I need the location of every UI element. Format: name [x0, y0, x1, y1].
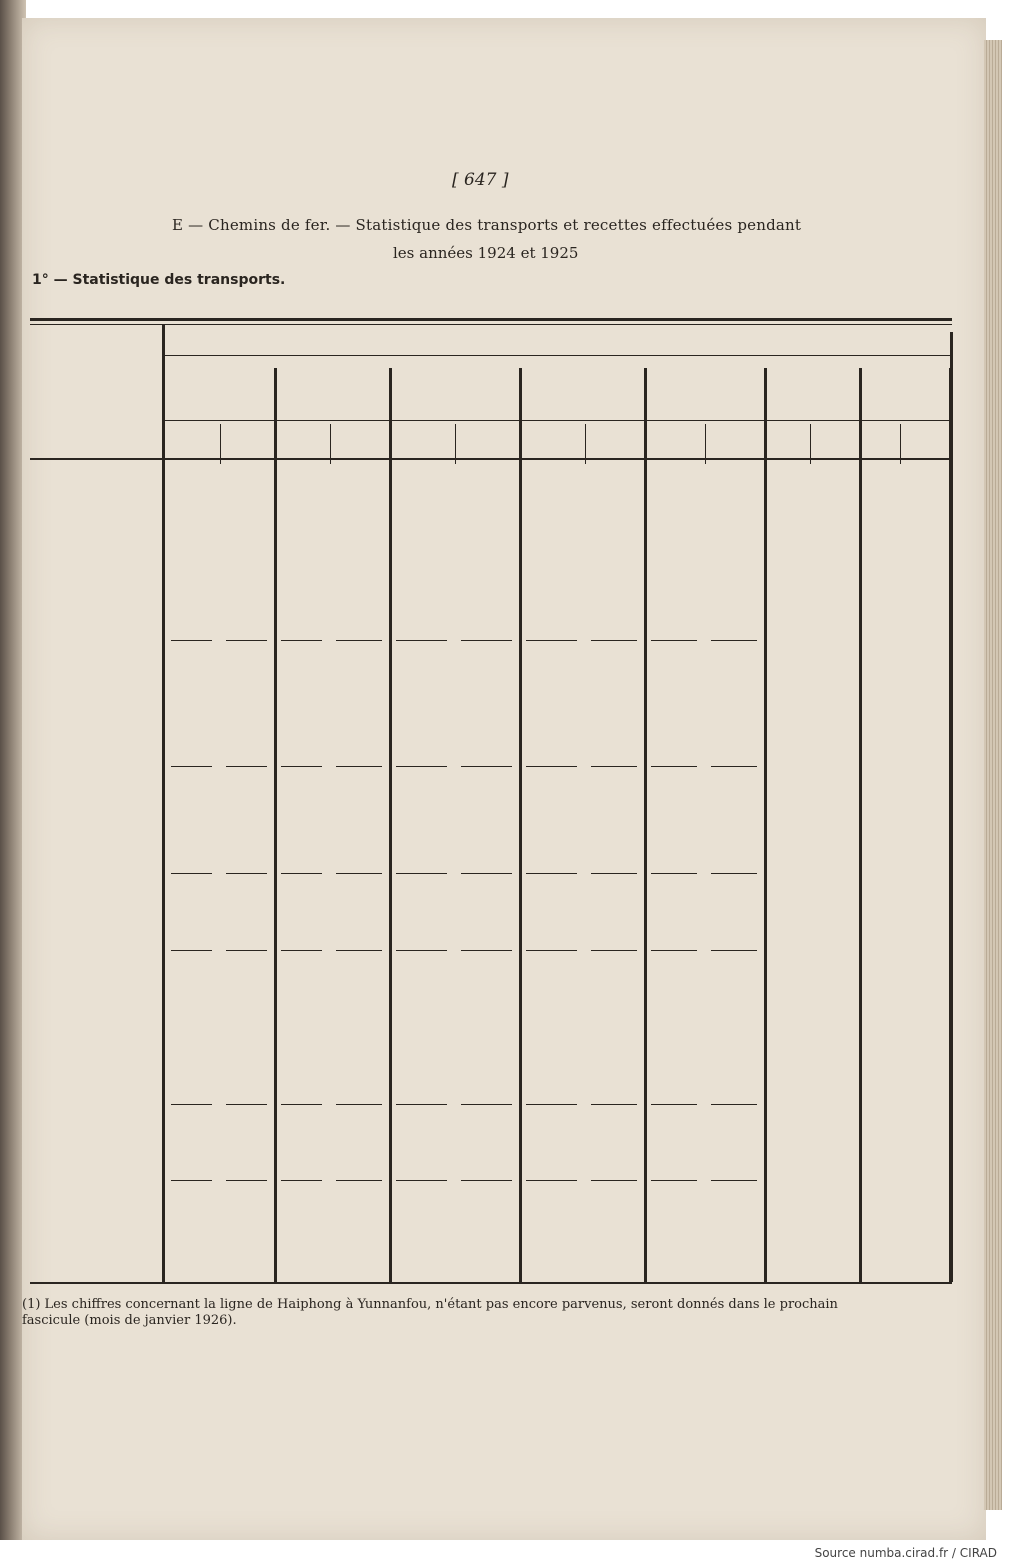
sum-rule	[396, 766, 447, 767]
sum-rule	[711, 873, 757, 874]
sum-rule	[171, 640, 212, 641]
sum-rule	[526, 1104, 577, 1105]
footnote-line1: (1) Les chiffres concernant la ligne de Haiphong à Yunnanfou, n'étant pas encore parvenus, seront donnés dans le prochain	[22, 1297, 838, 1312]
sum-rule	[461, 1180, 512, 1181]
sum-rule	[336, 873, 382, 874]
section-subtitle: 1° — Statistique des transports.	[32, 272, 286, 288]
sum-rule	[591, 950, 637, 951]
sum-rule	[281, 1180, 322, 1181]
sum-rule	[336, 766, 382, 767]
sum-rule	[281, 873, 322, 874]
group-rule	[949, 368, 952, 1282]
sum-rule	[591, 1180, 637, 1181]
sum-rule	[651, 640, 697, 641]
sum-rule	[171, 1104, 212, 1105]
sum-rule	[591, 1104, 637, 1105]
page-number: [ 647 ]	[452, 170, 509, 190]
sum-rule	[651, 1104, 697, 1105]
category-column-rule	[162, 324, 165, 1282]
sum-rule	[171, 950, 212, 951]
sum-rule	[651, 766, 697, 767]
sum-rule	[396, 873, 447, 874]
sum-rule	[281, 1104, 322, 1105]
sum-rule	[461, 766, 512, 767]
sum-rule	[711, 1104, 757, 1105]
sum-rule	[336, 1180, 382, 1181]
year-rule	[585, 424, 586, 464]
sum-rule	[396, 950, 447, 951]
lignes-rule	[165, 355, 950, 356]
sum-rule	[171, 766, 212, 767]
sum-rule	[281, 950, 322, 951]
group-rule	[644, 368, 647, 1282]
source-credit: Source numba.cirad.fr / CIRAD	[814, 1546, 997, 1560]
years-top-rule	[165, 420, 950, 421]
sum-rule	[526, 640, 577, 641]
sum-rule	[226, 766, 267, 767]
sum-rule	[336, 640, 382, 641]
sum-rule	[711, 950, 757, 951]
sum-rule	[281, 766, 322, 767]
sum-rule	[591, 640, 637, 641]
group-rule	[389, 368, 392, 1282]
sum-rule	[711, 766, 757, 767]
table-bottom-rule	[30, 1282, 952, 1284]
sum-rule	[461, 640, 512, 641]
sum-rule	[226, 950, 267, 951]
year-rule	[220, 424, 221, 464]
sum-rule	[396, 640, 447, 641]
sum-rule	[226, 1104, 267, 1105]
sum-rule	[336, 1104, 382, 1105]
sum-rule	[526, 873, 577, 874]
sum-rule	[711, 640, 757, 641]
group-rule	[519, 368, 522, 1282]
sum-rule	[526, 1180, 577, 1181]
page-title: E — Chemins de fer. — Statistique des transports et recettes effectuées pendant	[172, 216, 802, 234]
sum-rule	[171, 873, 212, 874]
year-rule	[705, 424, 706, 464]
header-bottom-rule	[30, 458, 950, 460]
sum-rule	[226, 640, 267, 641]
sum-rule	[226, 873, 267, 874]
sum-rule	[461, 1104, 512, 1105]
page-edges	[984, 40, 1002, 1510]
group-rule	[764, 368, 767, 1282]
table-top-rule	[30, 318, 952, 321]
sum-rule	[396, 1180, 447, 1181]
year-rule	[330, 424, 331, 464]
page-title-line2: les années 1924 et 1925	[393, 244, 579, 262]
sum-rule	[526, 950, 577, 951]
sum-rule	[651, 950, 697, 951]
sum-rule	[651, 873, 697, 874]
sum-rule	[336, 950, 382, 951]
year-rule	[900, 424, 901, 464]
footnote-line2: fascicule (mois de janvier 1926).	[22, 1313, 237, 1328]
group-rule	[859, 368, 862, 1282]
sum-rule	[171, 1180, 212, 1181]
sum-rule	[591, 766, 637, 767]
sum-rule	[461, 950, 512, 951]
table-top-rule2	[30, 324, 952, 325]
sum-rule	[281, 640, 322, 641]
sum-rule	[711, 1180, 757, 1181]
sum-rule	[651, 1180, 697, 1181]
sum-rule	[226, 1180, 267, 1181]
sum-rule	[591, 873, 637, 874]
year-rule	[455, 424, 456, 464]
sum-rule	[396, 1104, 447, 1105]
sum-rule	[526, 766, 577, 767]
year-rule	[810, 424, 811, 464]
sum-rule	[461, 873, 512, 874]
group-rule	[274, 368, 277, 1282]
